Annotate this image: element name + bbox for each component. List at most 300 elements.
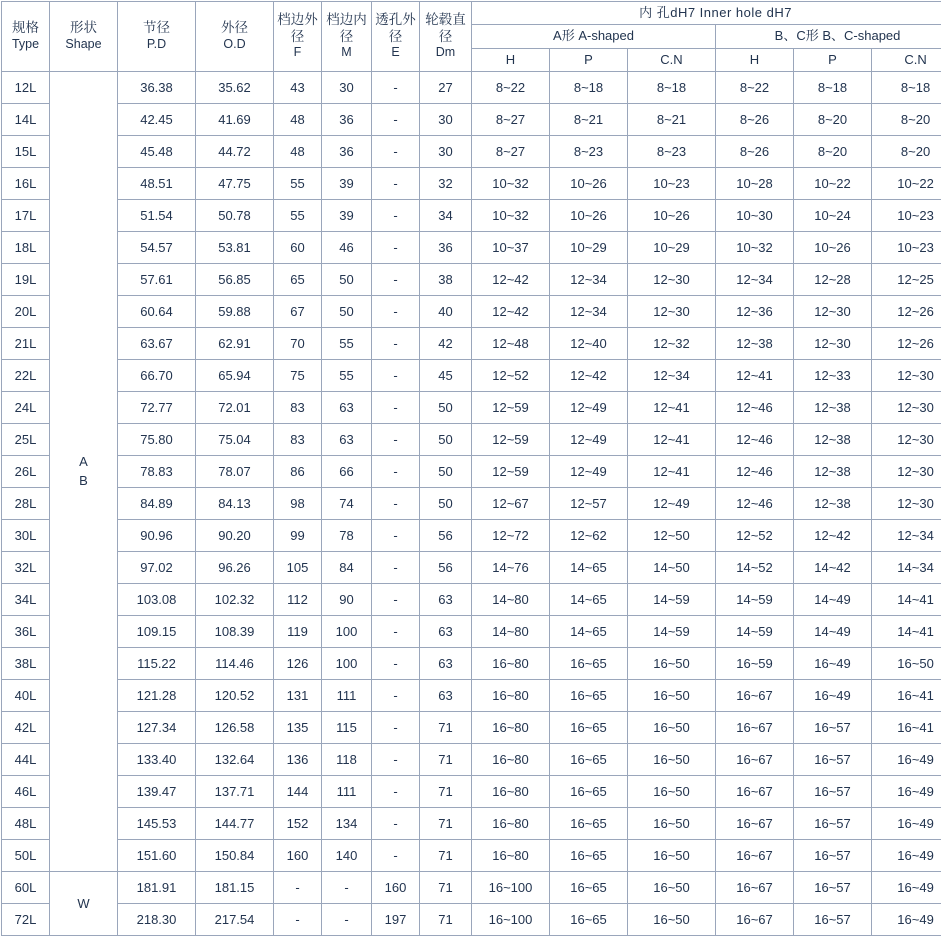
cell-type: 46L: [2, 775, 50, 807]
cell-type: 72L: [2, 903, 50, 935]
cell-a-h: 8~27: [472, 103, 550, 135]
cell-a-cn: 8~21: [628, 103, 716, 135]
cell-bc-h: 16~67: [716, 775, 794, 807]
cell-od: 132.64: [196, 743, 274, 775]
cell-a-h: 12~59: [472, 391, 550, 423]
cell-od: 65.94: [196, 359, 274, 391]
cell-bc-p: 16~57: [794, 903, 872, 935]
cell-a-cn: 12~32: [628, 327, 716, 359]
cell-bc-cn: 12~30: [872, 391, 941, 423]
cell-a-p: 16~65: [550, 775, 628, 807]
header-dm: [420, 2, 472, 72]
cell-od: 120.52: [196, 679, 274, 711]
cell-e: -: [372, 263, 420, 295]
cell-m: 36: [322, 103, 372, 135]
table-row: [2, 903, 941, 935]
cell-a-h: 12~59: [472, 423, 550, 455]
cell-bc-cn: 14~34: [872, 551, 941, 583]
cell-bc-h: 10~30: [716, 199, 794, 231]
cell-bc-cn: 16~50: [872, 647, 941, 679]
cell-a-p: 12~40: [550, 327, 628, 359]
cell-m: 50: [322, 263, 372, 295]
cell-e: -: [372, 743, 420, 775]
cell-m: 100: [322, 647, 372, 679]
header-row-1: [2, 2, 941, 25]
cell-pd: 90.96: [118, 519, 196, 551]
cell-bc-h: 14~59: [716, 583, 794, 615]
cell-bc-p: 14~49: [794, 615, 872, 647]
cell-a-p: 16~65: [550, 679, 628, 711]
table-row: [2, 775, 941, 807]
shape-label-line1: A: [50, 452, 117, 472]
cell-e: 197: [372, 903, 420, 935]
cell-a-h: 16~100: [472, 871, 550, 903]
cell-bc-cn: 8~18: [872, 71, 941, 103]
cell-a-p: 16~65: [550, 903, 628, 935]
cell-a-p: 16~65: [550, 711, 628, 743]
cell-e: -: [372, 615, 420, 647]
header-m-cn: 档边内径: [324, 12, 369, 46]
cell-a-h: 12~72: [472, 519, 550, 551]
cell-dm: 63: [420, 615, 472, 647]
cell-e: -: [372, 359, 420, 391]
cell-type: 19L: [2, 263, 50, 295]
cell-od: 50.78: [196, 199, 274, 231]
cell-bc-h: 16~59: [716, 647, 794, 679]
cell-pd: 48.51: [118, 167, 196, 199]
cell-od: 96.26: [196, 551, 274, 583]
cell-a-h: 16~80: [472, 711, 550, 743]
cell-dm: 63: [420, 679, 472, 711]
cell-type: 18L: [2, 231, 50, 263]
cell-pd: 54.57: [118, 231, 196, 263]
cell-od: 217.54: [196, 903, 274, 935]
table-row: [2, 263, 941, 295]
cell-bc-h: 14~59: [716, 615, 794, 647]
cell-m: 46: [322, 231, 372, 263]
cell-a-h: 8~27: [472, 135, 550, 167]
header-f-en: F: [276, 45, 319, 61]
cell-a-h: 16~80: [472, 743, 550, 775]
cell-a-cn: 16~50: [628, 807, 716, 839]
cell-a-cn: 16~50: [628, 743, 716, 775]
cell-pd: 72.77: [118, 391, 196, 423]
header-shape: [50, 2, 118, 72]
cell-od: 137.71: [196, 775, 274, 807]
cell-bc-cn: 14~41: [872, 583, 941, 615]
cell-e: -: [372, 551, 420, 583]
cell-dm: 38: [420, 263, 472, 295]
cell-a-h: 12~52: [472, 359, 550, 391]
cell-bc-p: 16~57: [794, 743, 872, 775]
cell-m: 39: [322, 167, 372, 199]
cell-e: 160: [372, 871, 420, 903]
cell-a-h: 16~80: [472, 775, 550, 807]
cell-a-h: 10~32: [472, 167, 550, 199]
cell-a-p: 14~65: [550, 615, 628, 647]
cell-a-p: 12~34: [550, 263, 628, 295]
cell-dm: 50: [420, 423, 472, 455]
cell-dm: 50: [420, 487, 472, 519]
cell-bc-cn: 8~20: [872, 135, 941, 167]
cell-pd: 115.22: [118, 647, 196, 679]
cell-bc-h: 12~36: [716, 295, 794, 327]
table-row: [2, 391, 941, 423]
cell-bc-cn: 14~41: [872, 615, 941, 647]
cell-bc-p: 16~49: [794, 647, 872, 679]
cell-dm: 45: [420, 359, 472, 391]
cell-a-cn: 12~49: [628, 487, 716, 519]
cell-type: 38L: [2, 647, 50, 679]
cell-m: 115: [322, 711, 372, 743]
cell-dm: 56: [420, 519, 472, 551]
cell-bc-cn: 12~30: [872, 359, 941, 391]
table-row: [2, 295, 941, 327]
cell-od: 56.85: [196, 263, 274, 295]
cell-bc-h: 16~67: [716, 903, 794, 935]
cell-a-h: 16~80: [472, 807, 550, 839]
cell-a-p: 10~26: [550, 167, 628, 199]
cell-m: 30: [322, 71, 372, 103]
cell-od: 53.81: [196, 231, 274, 263]
cell-type: 12L: [2, 71, 50, 103]
cell-m: -: [322, 871, 372, 903]
cell-a-cn: 14~59: [628, 615, 716, 647]
cell-a-p: 8~21: [550, 103, 628, 135]
cell-a-cn: 12~50: [628, 519, 716, 551]
cell-m: 84: [322, 551, 372, 583]
cell-a-cn: 12~41: [628, 455, 716, 487]
cell-pd: 133.40: [118, 743, 196, 775]
header-a-cn: C.N: [628, 48, 716, 71]
cell-a-p: 12~34: [550, 295, 628, 327]
cell-m: 134: [322, 807, 372, 839]
table-row: [2, 807, 941, 839]
cell-a-cn: 14~59: [628, 583, 716, 615]
cell-a-p: 10~26: [550, 199, 628, 231]
cell-a-p: 14~65: [550, 551, 628, 583]
cell-a-cn: 10~23: [628, 167, 716, 199]
cell-od: 78.07: [196, 455, 274, 487]
cell-bc-h: 12~46: [716, 423, 794, 455]
cell-dm: 50: [420, 455, 472, 487]
cell-dm: 71: [420, 775, 472, 807]
cell-pd: 145.53: [118, 807, 196, 839]
table-row: [2, 455, 941, 487]
cell-type: 20L: [2, 295, 50, 327]
cell-pd: 51.54: [118, 199, 196, 231]
cell-m: 111: [322, 679, 372, 711]
cell-type: 15L: [2, 135, 50, 167]
cell-pd: 181.91: [118, 871, 196, 903]
shape-label-line2: B: [50, 471, 117, 491]
cell-a-p: 12~62: [550, 519, 628, 551]
cell-f: 55: [274, 199, 322, 231]
cell-m: 50: [322, 295, 372, 327]
cell-f: 152: [274, 807, 322, 839]
cell-a-cn: 16~50: [628, 647, 716, 679]
cell-a-p: 16~65: [550, 871, 628, 903]
cell-bc-cn: 16~49: [872, 775, 941, 807]
cell-dm: 34: [420, 199, 472, 231]
cell-a-cn: 16~50: [628, 839, 716, 871]
header-f: [274, 2, 322, 72]
cell-e: -: [372, 839, 420, 871]
cell-bc-cn: 12~26: [872, 327, 941, 359]
cell-od: 62.91: [196, 327, 274, 359]
cell-a-h: 14~80: [472, 615, 550, 647]
table-row: [2, 103, 941, 135]
cell-od: 144.77: [196, 807, 274, 839]
cell-dm: 63: [420, 647, 472, 679]
cell-dm: 71: [420, 839, 472, 871]
cell-bc-p: 12~42: [794, 519, 872, 551]
cell-e: -: [372, 135, 420, 167]
cell-bc-cn: 12~25: [872, 263, 941, 295]
cell-type: 26L: [2, 455, 50, 487]
table-row: [2, 327, 941, 359]
cell-f: -: [274, 903, 322, 935]
table-row: [2, 871, 941, 903]
header-type-cn: 规格: [4, 20, 47, 37]
cell-dm: 32: [420, 167, 472, 199]
header-e-cn: 透孔外径: [374, 12, 417, 46]
cell-a-cn: 16~50: [628, 871, 716, 903]
cell-type: 60L: [2, 871, 50, 903]
cell-a-cn: 10~26: [628, 199, 716, 231]
cell-f: 119: [274, 615, 322, 647]
cell-a-cn: 10~29: [628, 231, 716, 263]
cell-e: -: [372, 775, 420, 807]
cell-bc-p: 12~28: [794, 263, 872, 295]
cell-e: -: [372, 231, 420, 263]
cell-od: 84.13: [196, 487, 274, 519]
shape-label-line1: W: [50, 894, 117, 914]
header-m: [322, 2, 372, 72]
cell-m: -: [322, 903, 372, 935]
cell-f: 43: [274, 71, 322, 103]
header-a-h: H: [472, 48, 550, 71]
cell-bc-h: 12~52: [716, 519, 794, 551]
cell-shape: [50, 871, 118, 935]
cell-bc-cn: 8~20: [872, 103, 941, 135]
cell-e: -: [372, 423, 420, 455]
cell-e: -: [372, 295, 420, 327]
cell-type: 34L: [2, 583, 50, 615]
cell-f: 48: [274, 135, 322, 167]
cell-a-h: 12~42: [472, 295, 550, 327]
cell-m: 100: [322, 615, 372, 647]
cell-bc-p: 12~38: [794, 423, 872, 455]
cell-a-cn: 12~41: [628, 391, 716, 423]
header-type: [2, 2, 50, 72]
cell-od: 75.04: [196, 423, 274, 455]
cell-m: 66: [322, 455, 372, 487]
cell-pd: 75.80: [118, 423, 196, 455]
cell-bc-h: 16~67: [716, 743, 794, 775]
cell-a-h: 12~48: [472, 327, 550, 359]
cell-a-h: 16~80: [472, 839, 550, 871]
cell-a-p: 10~29: [550, 231, 628, 263]
cell-a-cn: 8~18: [628, 71, 716, 103]
cell-f: 67: [274, 295, 322, 327]
header-bc-shaped: B、C形 B、C-shaped: [716, 25, 941, 48]
cell-od: 114.46: [196, 647, 274, 679]
cell-type: 25L: [2, 423, 50, 455]
cell-a-cn: 16~50: [628, 711, 716, 743]
cell-od: 150.84: [196, 839, 274, 871]
cell-f: -: [274, 871, 322, 903]
cell-pd: 84.89: [118, 487, 196, 519]
cell-pd: 63.67: [118, 327, 196, 359]
header-pd: [118, 2, 196, 72]
cell-e: -: [372, 199, 420, 231]
cell-a-h: 16~80: [472, 679, 550, 711]
cell-bc-cn: 16~49: [872, 871, 941, 903]
table-body: [2, 71, 941, 935]
cell-bc-h: 10~32: [716, 231, 794, 263]
cell-e: -: [372, 519, 420, 551]
cell-bc-h: 16~67: [716, 839, 794, 871]
cell-f: 144: [274, 775, 322, 807]
cell-bc-cn: 12~30: [872, 487, 941, 519]
cell-a-cn: 16~50: [628, 903, 716, 935]
cell-a-p: 8~23: [550, 135, 628, 167]
header-e: [372, 2, 420, 72]
pulley-spec-table: [1, 1, 941, 936]
cell-bc-cn: 10~23: [872, 231, 941, 263]
cell-a-p: 16~65: [550, 647, 628, 679]
cell-m: 36: [322, 135, 372, 167]
cell-pd: 139.47: [118, 775, 196, 807]
cell-m: 63: [322, 391, 372, 423]
cell-type: 17L: [2, 199, 50, 231]
cell-bc-h: 16~67: [716, 679, 794, 711]
cell-a-cn: 12~41: [628, 423, 716, 455]
cell-bc-cn: 12~34: [872, 519, 941, 551]
cell-bc-p: 16~49: [794, 679, 872, 711]
header-dm-en: Dm: [422, 45, 469, 61]
cell-f: 55: [274, 167, 322, 199]
cell-a-cn: 14~50: [628, 551, 716, 583]
header-shape-en: Shape: [52, 37, 115, 53]
cell-bc-h: 8~26: [716, 135, 794, 167]
cell-f: 98: [274, 487, 322, 519]
header-inner-hole: 内 孔dH7 Inner hole dH7: [472, 2, 941, 25]
cell-bc-h: 12~34: [716, 263, 794, 295]
cell-m: 63: [322, 423, 372, 455]
cell-m: 140: [322, 839, 372, 871]
cell-od: 41.69: [196, 103, 274, 135]
cell-a-h: 12~59: [472, 455, 550, 487]
header-shape-cn: 形状: [52, 20, 115, 37]
cell-bc-p: 16~57: [794, 871, 872, 903]
cell-m: 118: [322, 743, 372, 775]
cell-a-cn: 12~34: [628, 359, 716, 391]
cell-bc-p: 8~18: [794, 71, 872, 103]
cell-a-p: 12~49: [550, 423, 628, 455]
cell-bc-h: 12~46: [716, 455, 794, 487]
cell-e: -: [372, 807, 420, 839]
header-pd-cn: 节径: [120, 20, 193, 37]
cell-bc-cn: 16~49: [872, 903, 941, 935]
cell-bc-h: 8~22: [716, 71, 794, 103]
cell-f: 70: [274, 327, 322, 359]
cell-dm: 71: [420, 871, 472, 903]
cell-shape: [50, 71, 118, 871]
cell-a-cn: 8~23: [628, 135, 716, 167]
cell-a-p: 8~18: [550, 71, 628, 103]
cell-type: 44L: [2, 743, 50, 775]
cell-dm: 36: [420, 231, 472, 263]
cell-bc-cn: 10~23: [872, 199, 941, 231]
cell-e: -: [372, 711, 420, 743]
cell-bc-p: 12~38: [794, 487, 872, 519]
cell-m: 90: [322, 583, 372, 615]
cell-pd: 45.48: [118, 135, 196, 167]
table-row: [2, 199, 941, 231]
cell-pd: 42.45: [118, 103, 196, 135]
cell-pd: 109.15: [118, 615, 196, 647]
cell-type: 42L: [2, 711, 50, 743]
cell-type: 48L: [2, 807, 50, 839]
cell-a-p: 16~65: [550, 807, 628, 839]
header-bc-h: H: [716, 48, 794, 71]
table-row: [2, 743, 941, 775]
cell-a-h: 12~42: [472, 263, 550, 295]
cell-a-cn: 12~30: [628, 263, 716, 295]
cell-m: 78: [322, 519, 372, 551]
cell-f: 86: [274, 455, 322, 487]
cell-bc-cn: 16~41: [872, 679, 941, 711]
table-row: [2, 679, 941, 711]
table-row: [2, 71, 941, 103]
cell-type: 16L: [2, 167, 50, 199]
cell-bc-cn: 12~30: [872, 455, 941, 487]
cell-dm: 71: [420, 807, 472, 839]
table-row: [2, 359, 941, 391]
cell-a-p: 14~65: [550, 583, 628, 615]
cell-a-cn: 16~50: [628, 679, 716, 711]
cell-dm: 50: [420, 391, 472, 423]
cell-bc-p: 10~22: [794, 167, 872, 199]
cell-e: -: [372, 583, 420, 615]
cell-dm: 71: [420, 743, 472, 775]
cell-od: 44.72: [196, 135, 274, 167]
cell-od: 72.01: [196, 391, 274, 423]
cell-a-p: 12~49: [550, 455, 628, 487]
cell-f: 126: [274, 647, 322, 679]
cell-bc-p: 12~33: [794, 359, 872, 391]
cell-pd: 57.61: [118, 263, 196, 295]
cell-bc-h: 12~38: [716, 327, 794, 359]
cell-a-h: 16~100: [472, 903, 550, 935]
cell-dm: 40: [420, 295, 472, 327]
cell-bc-p: 16~57: [794, 839, 872, 871]
cell-f: 99: [274, 519, 322, 551]
cell-bc-h: 12~46: [716, 391, 794, 423]
cell-pd: 78.83: [118, 455, 196, 487]
cell-bc-p: 16~57: [794, 807, 872, 839]
cell-bc-p: 10~24: [794, 199, 872, 231]
cell-pd: 151.60: [118, 839, 196, 871]
cell-od: 47.75: [196, 167, 274, 199]
cell-od: 126.58: [196, 711, 274, 743]
cell-pd: 36.38: [118, 71, 196, 103]
header-dm-cn: 轮毂直径: [422, 12, 469, 46]
cell-m: 111: [322, 775, 372, 807]
cell-f: 105: [274, 551, 322, 583]
